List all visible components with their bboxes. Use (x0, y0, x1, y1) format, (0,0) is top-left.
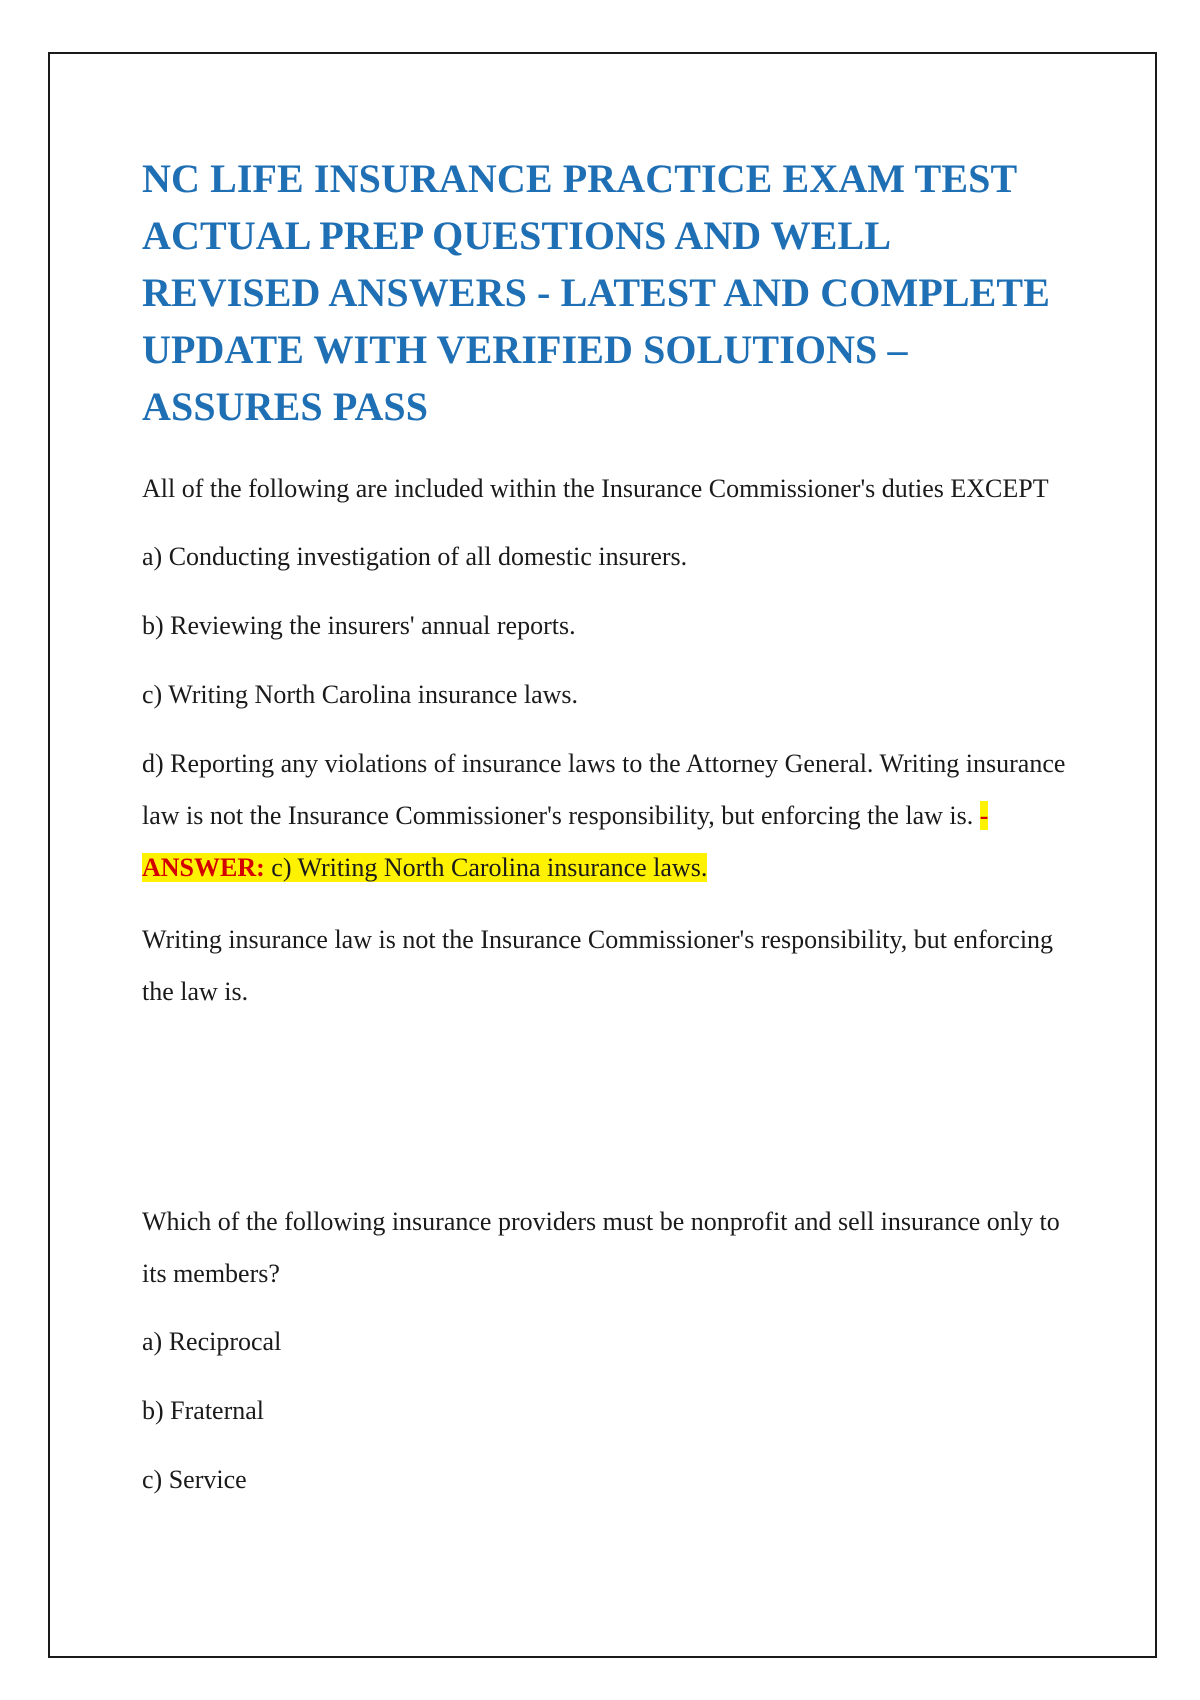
document-title: NC LIFE INSURANCE PRACTICE EXAM TEST ACTUAL PREP QUESTIONS AND WELL REVISED ANSWERS - LATEST AND COMPLETE UPDATE WITH VERIFIED SOLUTIONS – ASSURES PASS (142, 156, 1050, 429)
answer-prefix: - ANSWER: (142, 801, 989, 882)
question-1-option-b: b) Reviewing the insurers' annual reports. (142, 611, 576, 640)
question-2-option-a: a) Reciprocal (142, 1327, 282, 1356)
question-1-option-a: a) Conducting investigation of all domestic insurers. (142, 542, 688, 571)
question-1-explanation: Writing insurance law is not the Insurance Commissioner's responsibility, but enforcing the law is. (142, 925, 1054, 1006)
question-1-text: All of the following are included within the Insurance Commissioner's duties EXCEPT (142, 474, 1049, 503)
answer-text: c) Writing North Carolina insurance laws. (264, 853, 708, 882)
question-1-option-c: c) Writing North Carolina insurance laws. (142, 680, 579, 709)
document-content (142, 150, 1077, 1523)
question-2-option-c: c) Service (142, 1465, 247, 1494)
question-2-option-b: b) Fraternal (142, 1396, 265, 1425)
spacer (142, 1018, 1077, 1196)
question-2-text: Which of the following insurance providers must be nonprofit and sell insurance only to its members? (142, 1207, 1060, 1288)
question-1-option-d-with-answer (142, 738, 1077, 894)
question-1-option-d: d) Reporting any violations of insurance laws to the Attorney General. Writing insurance law is not the Insurance Commissioner's responsibility, but enforcing the law is. (142, 749, 1066, 830)
